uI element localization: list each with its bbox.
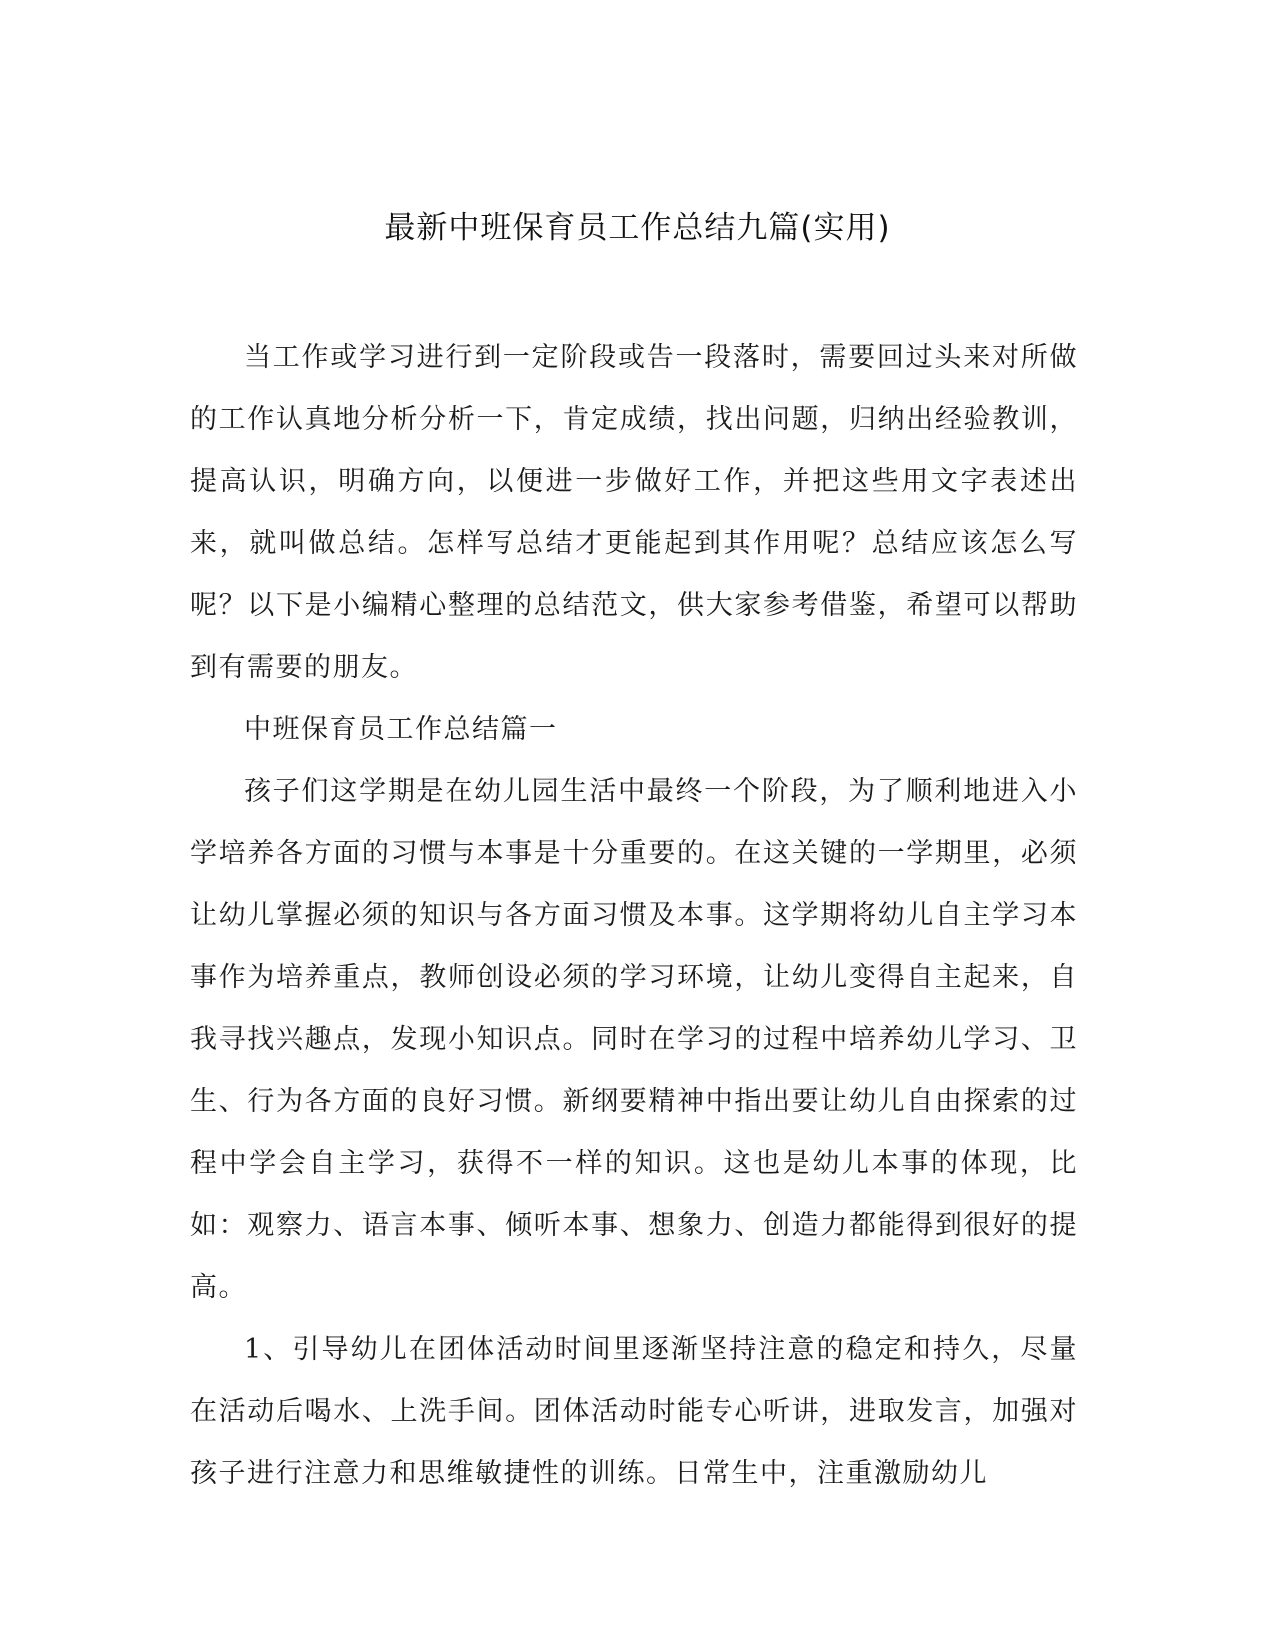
section-heading: 中班保育员工作总结篇一 xyxy=(244,714,558,745)
document-body xyxy=(190,327,1078,1505)
document-title: 最新中班保育员工作总结九篇(实用) xyxy=(384,210,891,246)
intro-paragraph: 当工作或学习进行到一定阶段或告一段落时，需要回过头来对所做的工作认真地分析分析一下，肯定成绩，找出问题，归纳出经验教训，提高认识，明确方向，以便进一步做好工作，并把这些用文字表述出来，就叫做总结。怎样写总结才更能起到其作用呢？总结应该怎么写呢？以下是小编精心整理的总结范文，供大家参考借鉴，希望可以帮助到有需要的朋友。 xyxy=(190,342,1078,683)
body-paragraph: 孩子们这学期是在幼儿园生活中最终一个阶段，为了顺利地进入小学培养各方面的习惯与本事是十分重要的。在这关键的一学期里，必须让幼儿掌握必须的知识与各方面习惯及本事。这学期将幼儿自主学习本事作为培养重点，教师创设必须的学习环境，让幼儿变得自主起来，自我寻找兴趣点，发现小知识点。同时在学习的过程中培养幼儿学习、卫生、行为各方面的良好习惯。新纲要精神中指出要让幼儿自由探索的过程中学会自主学习，获得不一样的知识。这也是幼儿本事的体现，比如：观察力、语言本事、倾听本事、想象力、创造力都能得到很好的提高。 xyxy=(190,776,1078,1303)
list-item-paragraph: 1、引导幼儿在团体活动时间里逐渐坚持注意的稳定和持久，尽量在活动后喝水、上洗手间。团体活动时能专心听讲，进取发言，加强对孩子进行注意力和思维敏捷性的训练。日常生中，注重激励幼儿 xyxy=(190,1334,1078,1489)
